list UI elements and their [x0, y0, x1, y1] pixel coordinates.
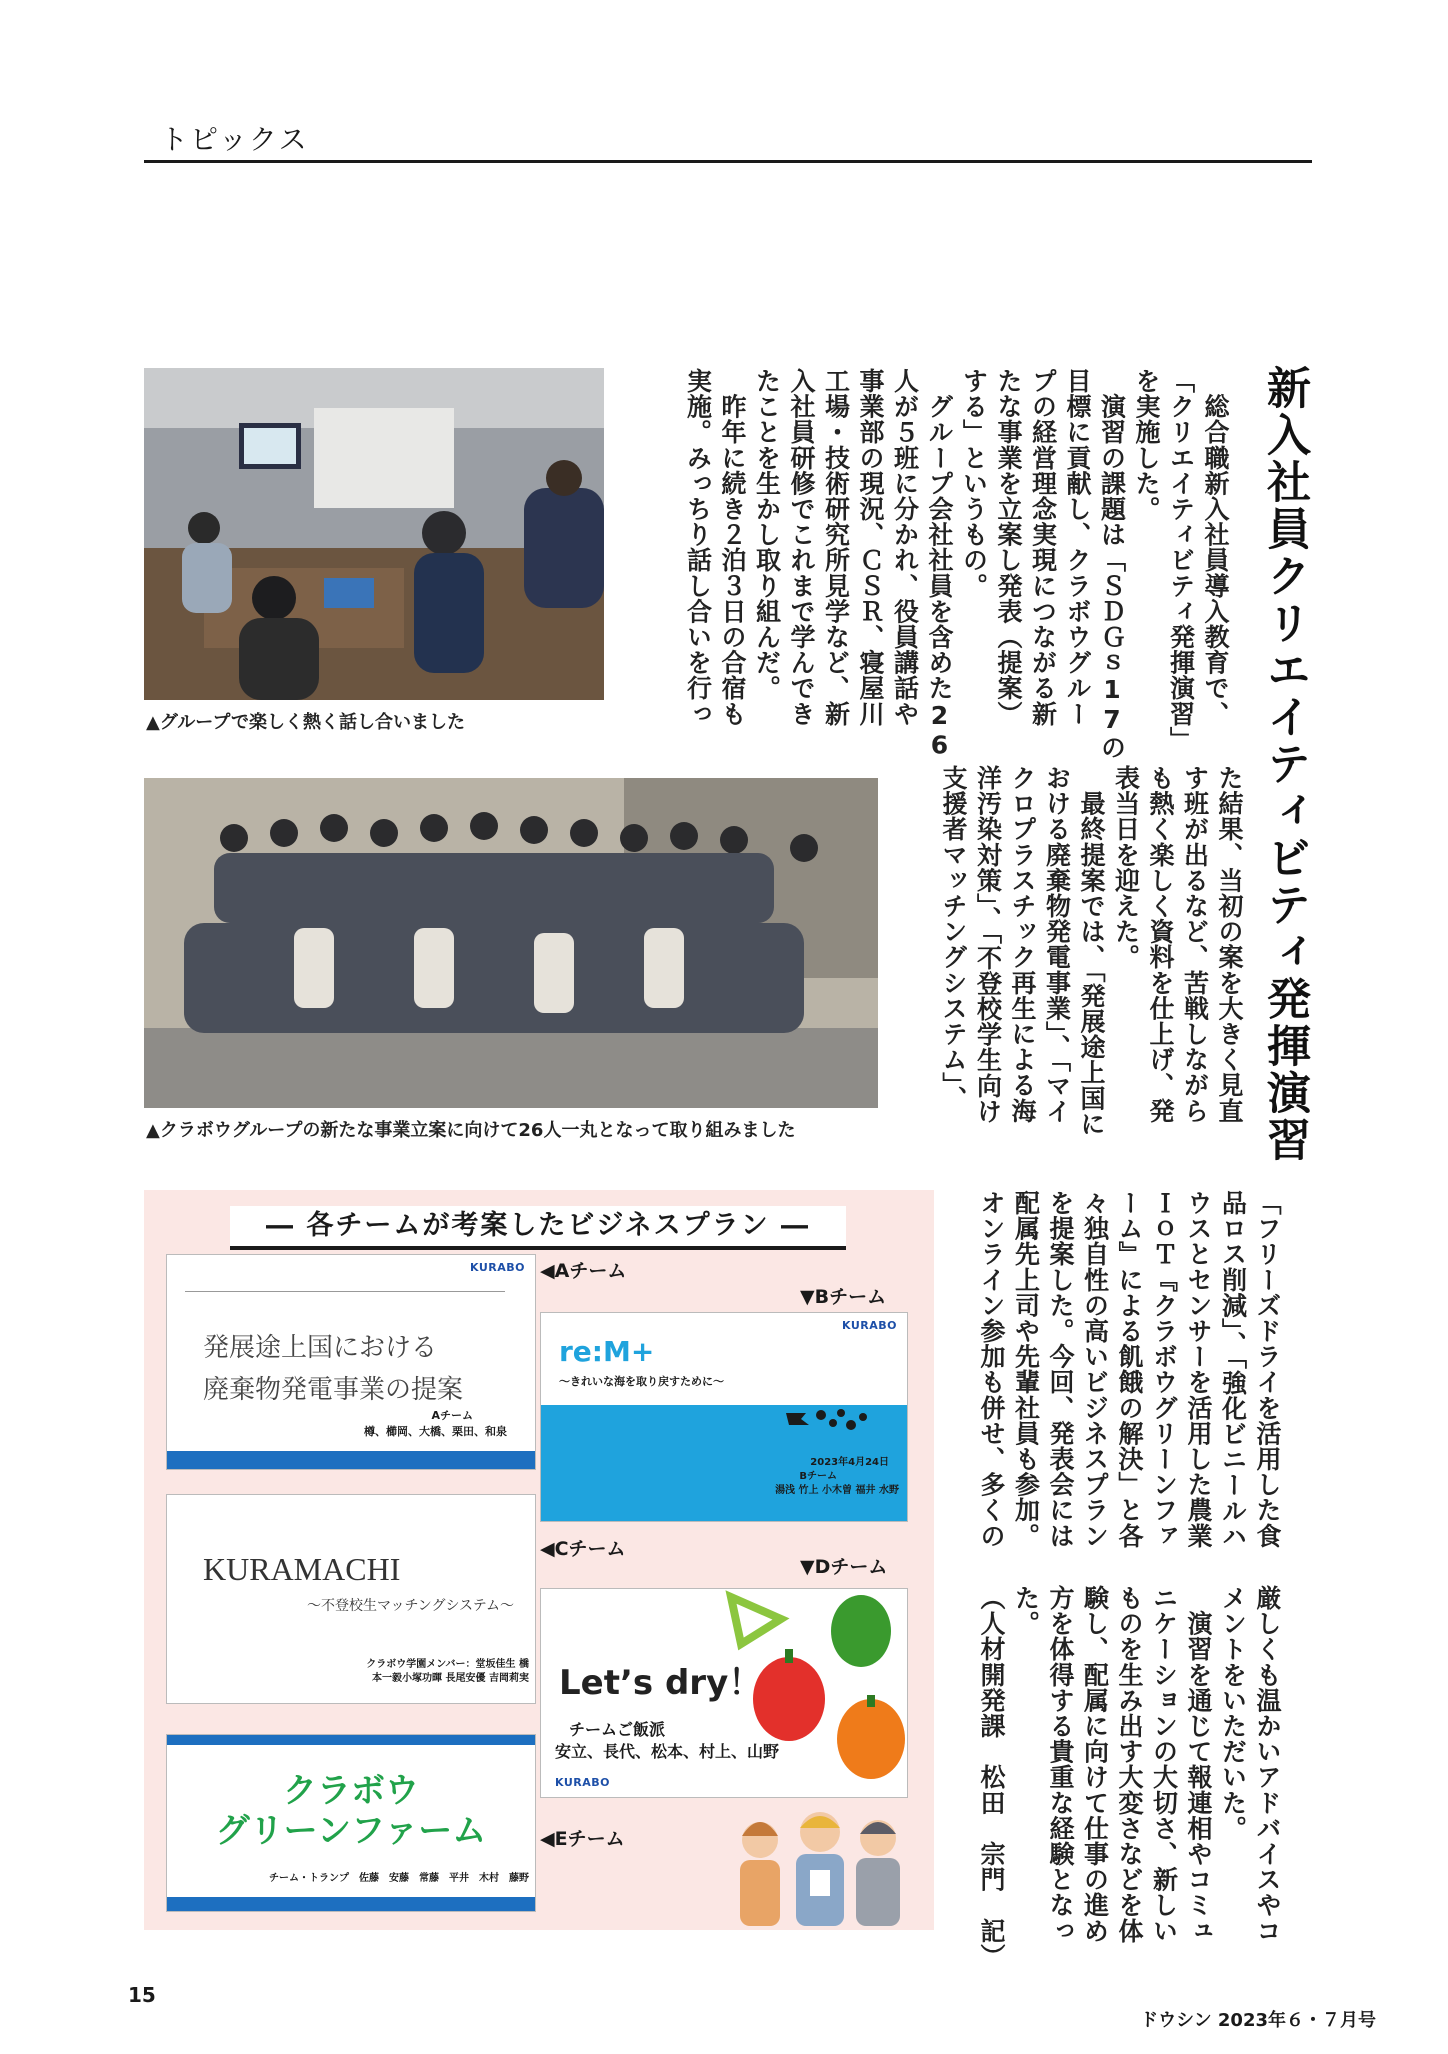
body-text-line: た結果、当初の案を大きく見直 [1215, 765, 1244, 1124]
team-a-title-line2: 廃棄物発電事業の提案 [203, 1375, 464, 1405]
section-label: トピックス [160, 123, 309, 156]
body-text-line: も熱く楽しく資料を仕上げ、発 [1146, 765, 1175, 1124]
body-text-line: プの経営理念実現につながる新 [1028, 368, 1058, 727]
body-text-line: 実施。みっちり話し合いを行っ [683, 368, 713, 727]
body-text-line: 「クリエイティビティ発揮演習」 [1166, 368, 1196, 752]
team-a-label: ◀Aチーム [540, 1260, 627, 1282]
body-text-line: 演習を通じて報連相やコミュ [1184, 1585, 1213, 1944]
body-text-line: おける廃棄物発電事業」、「マイ [1042, 765, 1072, 1124]
body-text-line: クロプラスチック再生による海 [1008, 765, 1037, 1124]
body-text-group-3 [964, 1190, 1284, 1570]
team-e-bottom-bar [167, 1897, 535, 1911]
body-text-line: 事業部の現況、ＣＳＲ、寝屋川 [856, 368, 885, 727]
body-text-line: する」というもの。 [959, 368, 989, 599]
team-b-team: Bチーム [799, 1471, 837, 1482]
plastic-debris-icon [781, 1405, 881, 1445]
body-text-line: 品ロス削減」、「強化ビニールハ [1218, 1190, 1248, 1549]
body-text-line: 配属先上司や先輩社員も参加。 [1011, 1190, 1041, 1549]
team-d-slide [540, 1588, 908, 1798]
page-number: 15 [128, 1983, 156, 2007]
body-text-line: 最終提案では、「発展途上国に [1077, 765, 1106, 1137]
body-text-line: 支援者マッチングシステム」、 [939, 765, 968, 1111]
body-text-line: 入社員研修でこれまで学んでき [787, 368, 816, 727]
body-text-line: 厳しくも温かいアドバイスやコ [1253, 1585, 1282, 1944]
headline: 新入社員クリエイティビティ発揮演習 [1259, 365, 1310, 1164]
meeting-photo-caption: ▲グループで楽しく熱く話し合いました [146, 712, 465, 733]
team-c-label: ◀Cチーム [540, 1538, 626, 1560]
team-c-title: KURAMACHI [203, 1551, 401, 1587]
team-e-title-line2: グリーンファーム [215, 1811, 487, 1851]
body-text-line: グループ会社社員を含めた26 [925, 368, 954, 760]
team-e-label: ◀Eチーム [540, 1828, 625, 1850]
team-b-sea [541, 1405, 907, 1521]
body-text-line: 験し、配属に向けて仕事の進め [1080, 1585, 1110, 1944]
team-b-subtitle: ～きれいな海を取り戻すために～ [559, 1375, 724, 1388]
body-text-line: （人材開発課 松田 宗門 記） [977, 1585, 1006, 1969]
team-e-top-bar [167, 1735, 535, 1745]
body-text-line: メントをいただいた。 [1218, 1585, 1248, 1841]
team-d-members: 安立、長代、松本、村上、山野 [555, 1742, 780, 1761]
team-e-members: チーム・トランプ 佐藤 安藤 常藤 平井 木村 藤野 [269, 1873, 529, 1884]
body-text-line: 演習の課題は「ＳＤＧｓ17の [1097, 368, 1127, 760]
kurabo-logo: KURABO [842, 1319, 897, 1332]
team-a-footer-bar [167, 1451, 535, 1469]
body-text-line: たな事業を立案し発表（提案） [994, 368, 1023, 727]
team-a-sub: Aチーム [431, 1409, 473, 1422]
team-e-slide [166, 1734, 536, 1912]
body-text-line: ものを生み出す大変さなどを体 [1115, 1585, 1144, 1944]
group-photo [144, 778, 878, 1108]
meeting-photo-image [144, 368, 604, 700]
team-b-title: re:M+ [559, 1335, 655, 1368]
body-text-line: を提案した。今回、発表会には [1046, 1190, 1075, 1549]
team-a-slide [166, 1254, 536, 1470]
body-text-line: 方を体得する貴重な経験となっ [1046, 1585, 1075, 1944]
business-plans-title-wrap [230, 1206, 846, 1250]
body-text-line: を実施した。 [1132, 368, 1161, 522]
body-text-line: 「フリーズドライを活用した食 [1253, 1190, 1282, 1549]
team-b-label: ▼Bチーム [800, 1286, 887, 1308]
body-text-group-4 [964, 1585, 1284, 1969]
team-e-title-line1: クラボウ [283, 1771, 419, 1811]
slide-divider [185, 1291, 505, 1292]
body-text-line: 々独自性の高いビジネスプラン [1080, 1190, 1110, 1549]
kurabo-logo: KURABO [470, 1261, 525, 1274]
team-d-title: Let’s dry！ [559, 1663, 763, 1703]
team-b-members: 湯浅 竹上 小木曽 福井 水野 [775, 1485, 899, 1496]
team-d-label: ▼Dチーム [800, 1556, 888, 1578]
body-text-line: オンライン参加も併せ、多くの [977, 1190, 1006, 1549]
body-text-line: 洋汚染対策」、「不登校学生向け [973, 765, 1003, 1124]
group-photo-caption: ▲クラボウグループの新たな事業立案に向けて26人一丸となって取り組みました [146, 1120, 796, 1141]
body-text-line: す班が出るなど、苦戦しながら [1180, 765, 1210, 1124]
team-a-members: 樽、櫛岡、大橋、栗田、和泉 [364, 1425, 507, 1438]
body-text-line: ウスとセンサーを活用した農業 [1184, 1190, 1213, 1549]
team-c-members-line2: 本一毅小塚功暉 長尾安優 吉岡莉実 [372, 1673, 529, 1684]
body-text-line: ーム』による飢餓の解決」と各 [1115, 1190, 1144, 1549]
body-text-line: たことを生かし取り組んだ。 [752, 368, 782, 701]
team-c-subtitle: ～不登校生マッチングシステム～ [307, 1598, 515, 1614]
group-photo-image [144, 778, 878, 1108]
body-text-line: 表当日を迎えた。 [1111, 765, 1141, 970]
business-plans-title: ― 各チームが考案したビジネスプラン ― [266, 1210, 810, 1241]
body-text-line: 昨年に続き２泊３日の合宿も [718, 368, 747, 727]
team-a-title-line1: 発展途上国における [203, 1333, 438, 1363]
meeting-photo [144, 368, 604, 700]
body-text-line: 総合職新入社員導入教育で、 [1201, 368, 1230, 727]
body-text-line: 目標に貢献し、クラボウグルー [1063, 368, 1092, 727]
team-b-date: 2023年4月24日 [810, 1457, 889, 1468]
publication-name: ドウシン 2023年６・７月号 [1140, 2010, 1376, 2031]
team-c-slide [166, 1494, 536, 1704]
body-text-line: 工場・技術研究所見学など、新 [821, 368, 851, 727]
body-text-line: 人が５班に分かれ、役員講話や [890, 368, 920, 727]
body-text-line: ＩｏＴ『クラボウグリーンファ [1149, 1190, 1179, 1549]
kurabo-logo: KURABO [555, 1776, 610, 1789]
presenters-illustration-icon [720, 1800, 910, 1926]
body-text-group-2 [926, 765, 1246, 1145]
team-b-slide [540, 1312, 908, 1522]
header-rule [144, 160, 1312, 163]
team-d-sub: チームご飯派 [569, 1720, 666, 1739]
body-text-line: ニケーションの大切さ、新しい [1149, 1585, 1179, 1944]
team-c-members-line1: クラボウ学園メンバー：堂坂佳生 橋 [366, 1659, 529, 1670]
body-text-group-1 [612, 368, 1232, 760]
body-text-line: た。 [1011, 1585, 1041, 1637]
